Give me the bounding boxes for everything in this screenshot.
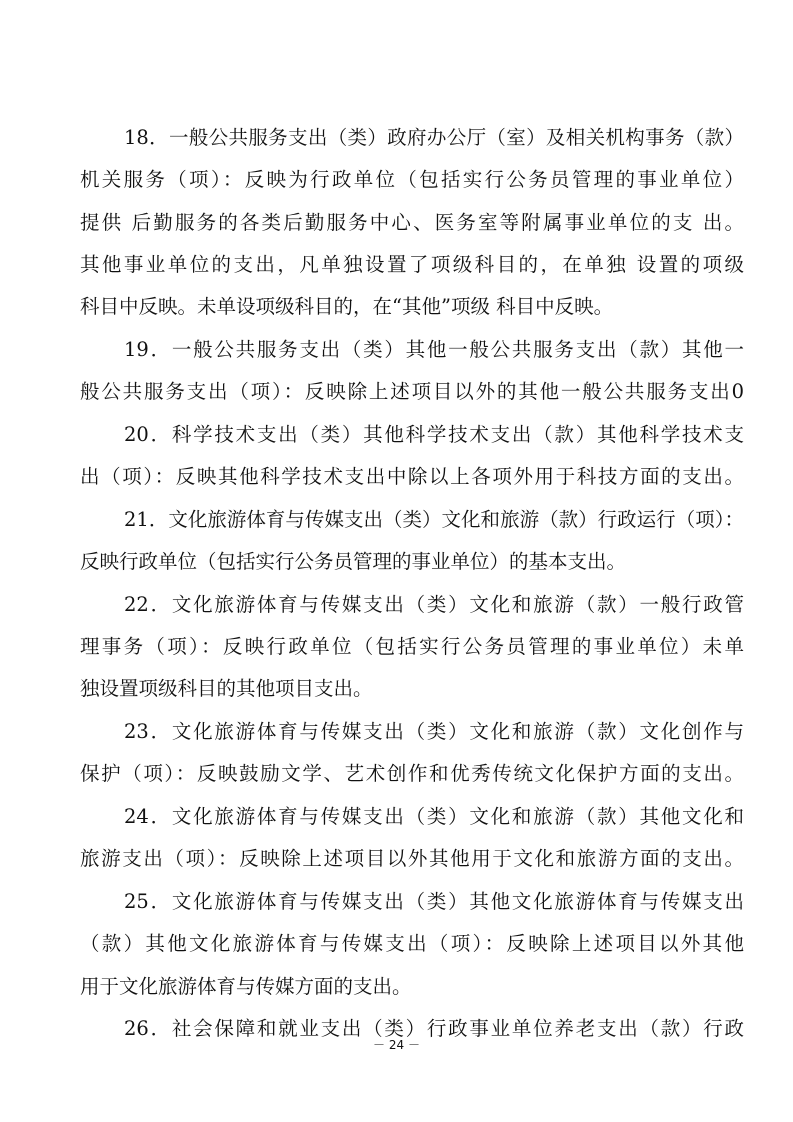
paragraph-22-line-2: 理事务（项）：反映行政单位（包括实行公务员管理的事业单位）未单 (80, 634, 744, 658)
paragraph-18-line-4: 其他事业单位的支出，凡单独设置了项级科目的，在单独 设置的项级 (80, 252, 744, 276)
paragraph-18-line-2: 机关服务（项）：反映为行政单位（包括实行公务员管理的事业单位） (80, 167, 744, 191)
paragraph-18-line-5: 科目中反映。未单设项级科目的，在“其他”项级 科目中反映。 (80, 294, 614, 318)
paragraph-21-line-2: 反映行政单位（包括实行公务员管理的事业单位）的基本支出。 (80, 549, 627, 573)
paragraph-20-line-1: 20．科学技术支出（类）其他科学技术支出（款）其他科学技术支 (124, 422, 744, 446)
paragraph-23-line-1: 23．文化旅游体育与传媒支出（类）文化和旅游（款）文化创作与 (124, 719, 744, 743)
paragraph-25-line-3: 用于文化旅游体育与传媒方面的支出。 (80, 974, 412, 998)
paragraph-22-line-1: 22．文化旅游体育与传媒支出（类）文化和旅游（款）一般行政管 (124, 592, 744, 616)
paragraph-18-line-1: 18．一般公共服务支出（类）政府办公厅（室）及相关机构事务（款） (124, 125, 744, 149)
paragraph-25-line-1: 25．文化旅游体育与传媒支出（类）其他文化旅游体育与传媒支出 (124, 889, 744, 913)
paragraph-23-line-2: 保护（项）：反映鼓励文学、艺术创作和优秀传统文化保护方面的支出。 (80, 761, 744, 785)
paragraph-19-line-1: 19．一般公共服务支出（类）其他一般公共服务支出（款）其他一 (124, 337, 744, 361)
paragraph-19-line-2: 般公共服务支出（项）：反映除上述项目以外的其他一般公共服务支出0 (80, 379, 744, 403)
paragraph-18-line-3: 提供 后勤服务的各类后勤服务中心、医务室等附属事业单位的支 出。 (80, 210, 744, 234)
paragraph-26-line-1: 26．社会保障和就业支出（类）行政事业单位养老支出（款）行政 (124, 1016, 744, 1040)
paragraph-25-line-2: （款）其他文化旅游体育与传媒支出（项）：反映除上述项目以外其他 (80, 931, 744, 955)
paragraph-20-line-2: 出（项）：反映其他科学技术支出中除以上各项外用于科技方面的支出。 (80, 464, 744, 488)
paragraph-24-line-1: 24．文化旅游体育与传媒支出（类）文化和旅游（款）其他文化和 (124, 804, 744, 828)
paragraph-24-line-2: 旅游支出（项）：反映除上述项目以外其他用于文化和旅游方面的支出。 (80, 846, 744, 870)
paragraph-22-line-3: 独设置项级科目的其他项目支出。 (80, 676, 373, 700)
page-number: － 24 － (373, 1038, 420, 1052)
paragraph-21-line-1: 21．文化旅游体育与传媒支出（类）文化和旅游（款）行政运行（项）： (124, 507, 744, 531)
